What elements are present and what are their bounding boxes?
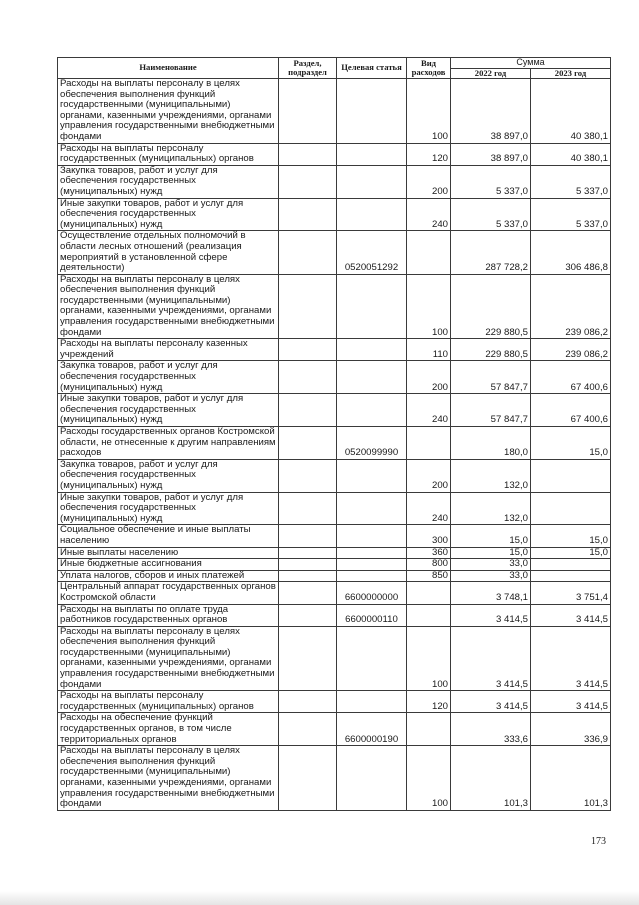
- row-sum-2023: 67 400,6: [531, 394, 611, 427]
- table-row: [58, 570, 611, 582]
- row-type: 200: [407, 459, 451, 492]
- header-type: Вид расходов: [407, 58, 451, 79]
- row-section: [279, 79, 337, 144]
- row-sum-2022: 229 880,5: [451, 274, 531, 339]
- row-sum-2023: 3 751,4: [531, 582, 611, 604]
- row-sum-2022: 132,0: [451, 459, 531, 492]
- row-name: Расходы на выплаты персоналу в целях обеспечения выполнения функций государственными (муниципальными) органами, казенными учреждениями, органами управления государственными внебюджетными фондами: [58, 274, 279, 339]
- row-section: [279, 165, 337, 198]
- row-sum-2022: 287 728,2: [451, 231, 531, 274]
- table-row: [58, 143, 611, 165]
- table-row: [58, 746, 611, 811]
- row-section: [279, 626, 337, 691]
- table-row: [58, 231, 611, 274]
- row-sum-2023: 15,0: [531, 525, 611, 547]
- row-type: 110: [407, 339, 451, 361]
- table-row: [58, 559, 611, 571]
- row-type: 240: [407, 394, 451, 427]
- row-name: Расходы на выплаты персоналу государственных (муниципальных) органов: [58, 143, 279, 165]
- row-name: Расходы государственных органов Костромской области, не отнесенные к другим направлениям расходов: [58, 427, 279, 460]
- header-section: Раздел, подраздел: [279, 58, 337, 79]
- row-name: Иные закупки товаров, работ и услуг для обеспечения государственных (муниципальных) нужд: [58, 492, 279, 525]
- table-row: [58, 361, 611, 394]
- table-row: [58, 525, 611, 547]
- row-target: 6600000000: [337, 582, 407, 604]
- row-sum-2023: [531, 570, 611, 582]
- row-type: 120: [407, 691, 451, 713]
- row-type: 100: [407, 274, 451, 339]
- row-target: 6600000110: [337, 604, 407, 626]
- row-sum-2022: 3 414,5: [451, 604, 531, 626]
- row-target: [337, 691, 407, 713]
- row-type: [407, 713, 451, 746]
- row-section: [279, 143, 337, 165]
- row-sum-2023: 5 337,0: [531, 198, 611, 231]
- row-section: [279, 713, 337, 746]
- page-number: 173: [591, 836, 606, 847]
- row-sum-2022: 57 847,7: [451, 394, 531, 427]
- row-type: 100: [407, 746, 451, 811]
- row-type: 240: [407, 492, 451, 525]
- row-type: [407, 427, 451, 460]
- row-type: 360: [407, 547, 451, 559]
- row-type: 120: [407, 143, 451, 165]
- row-type: [407, 604, 451, 626]
- row-section: [279, 361, 337, 394]
- row-target: [337, 165, 407, 198]
- row-target: [337, 547, 407, 559]
- row-section: [279, 570, 337, 582]
- row-sum-2022: 3 414,5: [451, 691, 531, 713]
- row-sum-2022: 229 880,5: [451, 339, 531, 361]
- header-year-2023: 2023 год: [531, 68, 611, 79]
- row-section: [279, 582, 337, 604]
- row-sum-2022: 101,3: [451, 746, 531, 811]
- row-name: Иные выплаты населению: [58, 547, 279, 559]
- row-section: [279, 394, 337, 427]
- row-section: [279, 231, 337, 274]
- row-section: [279, 274, 337, 339]
- row-target: 6600000190: [337, 713, 407, 746]
- row-name: Осуществление отдельных полномочий в области лесных отношений (реализация мероприятий в установленной сфере деятельности): [58, 231, 279, 274]
- row-sum-2022: 38 897,0: [451, 79, 531, 144]
- row-section: [279, 525, 337, 547]
- row-sum-2022: 132,0: [451, 492, 531, 525]
- row-target: [337, 559, 407, 571]
- row-target: [337, 339, 407, 361]
- row-section: [279, 559, 337, 571]
- row-name: Расходы на выплаты персоналу в целях обеспечения выполнения функций государственными (муниципальными) органами, казенными учреждениями, органами управления государственными внебюджетными фондами: [58, 626, 279, 691]
- row-type: 200: [407, 165, 451, 198]
- row-sum-2022: 57 847,7: [451, 361, 531, 394]
- row-section: [279, 547, 337, 559]
- row-target: [337, 570, 407, 582]
- header-target: Целевая статья: [337, 58, 407, 79]
- row-sum-2022: 15,0: [451, 547, 531, 559]
- row-target: [337, 274, 407, 339]
- table-row: [58, 582, 611, 604]
- table-header: [58, 58, 611, 79]
- row-sum-2022: 33,0: [451, 570, 531, 582]
- row-target: [337, 525, 407, 547]
- row-sum-2023: 67 400,6: [531, 361, 611, 394]
- row-type: 200: [407, 361, 451, 394]
- row-type: 300: [407, 525, 451, 547]
- row-sum-2023: 3 414,5: [531, 626, 611, 691]
- row-target: [337, 361, 407, 394]
- row-target: [337, 198, 407, 231]
- row-sum-2023: 306 486,8: [531, 231, 611, 274]
- row-type: 100: [407, 79, 451, 144]
- row-name: Закупка товаров, работ и услуг для обеспечения государственных (муниципальных) нужд: [58, 165, 279, 198]
- row-target: [337, 626, 407, 691]
- table-row: [58, 547, 611, 559]
- row-sum-2022: 33,0: [451, 559, 531, 571]
- row-sum-2022: 5 337,0: [451, 198, 531, 231]
- table-body: [58, 79, 611, 811]
- row-sum-2023: 15,0: [531, 547, 611, 559]
- row-name: Расходы на выплаты персоналу в целях обеспечения выполнения функций государственными (муниципальными) органами, казенными учреждениями, органами управления государственными внебюджетными фондами: [58, 746, 279, 811]
- row-name: Иные бюджетные ассигнования: [58, 559, 279, 571]
- row-name: Расходы на выплаты персоналу в целях обеспечения выполнения функций государственными (муниципальными) органами, казенными учреждениями, органами управления государственными внебюджетными фондами: [58, 79, 279, 144]
- row-sum-2023: 336,9: [531, 713, 611, 746]
- row-type: 100: [407, 626, 451, 691]
- row-sum-2023: 40 380,1: [531, 143, 611, 165]
- row-sum-2023: 239 086,2: [531, 274, 611, 339]
- table-row: [58, 198, 611, 231]
- row-sum-2022: 180,0: [451, 427, 531, 460]
- row-section: [279, 198, 337, 231]
- row-sum-2022: 5 337,0: [451, 165, 531, 198]
- table-row: [58, 626, 611, 691]
- row-type: [407, 231, 451, 274]
- row-target: 0520099990: [337, 427, 407, 460]
- table-row: [58, 492, 611, 525]
- header-name: Наименование: [58, 58, 279, 79]
- row-sum-2023: 239 086,2: [531, 339, 611, 361]
- row-section: [279, 691, 337, 713]
- table-row: [58, 604, 611, 626]
- row-section: [279, 459, 337, 492]
- row-target: [337, 394, 407, 427]
- budget-table: [57, 57, 611, 811]
- row-sum-2022: 38 897,0: [451, 143, 531, 165]
- row-sum-2023: 101,3: [531, 746, 611, 811]
- row-sum-2023: 40 380,1: [531, 79, 611, 144]
- row-section: [279, 604, 337, 626]
- row-sum-2023: [531, 492, 611, 525]
- header-year-2022: 2022 год: [451, 68, 531, 79]
- table-row: [58, 427, 611, 460]
- row-sum-2023: [531, 459, 611, 492]
- row-sum-2022: 333,6: [451, 713, 531, 746]
- row-target: [337, 459, 407, 492]
- row-sum-2022: 3 748,1: [451, 582, 531, 604]
- table-row: [58, 165, 611, 198]
- row-target: [337, 746, 407, 811]
- row-sum-2023: 15,0: [531, 427, 611, 460]
- row-sum-2023: 3 414,5: [531, 604, 611, 626]
- scan-edge: [0, 891, 639, 905]
- table-row: [58, 339, 611, 361]
- row-section: [279, 746, 337, 811]
- row-section: [279, 339, 337, 361]
- row-section: [279, 492, 337, 525]
- table-row: [58, 79, 611, 144]
- row-type: 850: [407, 570, 451, 582]
- row-name: Расходы на выплаты по оплате труда работников государственных органов: [58, 604, 279, 626]
- table-row: [58, 691, 611, 713]
- row-target: 0520051292: [337, 231, 407, 274]
- row-sum-2022: 15,0: [451, 525, 531, 547]
- row-name: Уплата налогов, сборов и иных платежей: [58, 570, 279, 582]
- row-name: Расходы на выплаты персоналу государственных (муниципальных) органов: [58, 691, 279, 713]
- table-row: [58, 394, 611, 427]
- row-name: Центральный аппарат государственных органов Костромской области: [58, 582, 279, 604]
- row-name: Расходы на обеспечение функций государственных органов, в том числе территориальных органов: [58, 713, 279, 746]
- row-name: Закупка товаров, работ и услуг для обеспечения государственных (муниципальных) нужд: [58, 361, 279, 394]
- row-name: Иные закупки товаров, работ и услуг для обеспечения государственных (муниципальных) нужд: [58, 198, 279, 231]
- row-name: Социальное обеспечение и иные выплаты населению: [58, 525, 279, 547]
- row-target: [337, 492, 407, 525]
- row-section: [279, 427, 337, 460]
- row-target: [337, 79, 407, 144]
- row-sum-2023: 3 414,5: [531, 691, 611, 713]
- table-row: [58, 713, 611, 746]
- row-type: [407, 582, 451, 604]
- row-sum-2022: 3 414,5: [451, 626, 531, 691]
- row-name: Расходы на выплаты персоналу казенных учреждений: [58, 339, 279, 361]
- row-type: 240: [407, 198, 451, 231]
- row-sum-2023: 5 337,0: [531, 165, 611, 198]
- header-sum: Сумма: [451, 58, 611, 69]
- row-target: [337, 143, 407, 165]
- row-name: Иные закупки товаров, работ и услуг для обеспечения государственных (муниципальных) нужд: [58, 394, 279, 427]
- row-type: 800: [407, 559, 451, 571]
- table-row: [58, 274, 611, 339]
- row-sum-2023: [531, 559, 611, 571]
- table-row: [58, 459, 611, 492]
- row-name: Закупка товаров, работ и услуг для обеспечения государственных (муниципальных) нужд: [58, 459, 279, 492]
